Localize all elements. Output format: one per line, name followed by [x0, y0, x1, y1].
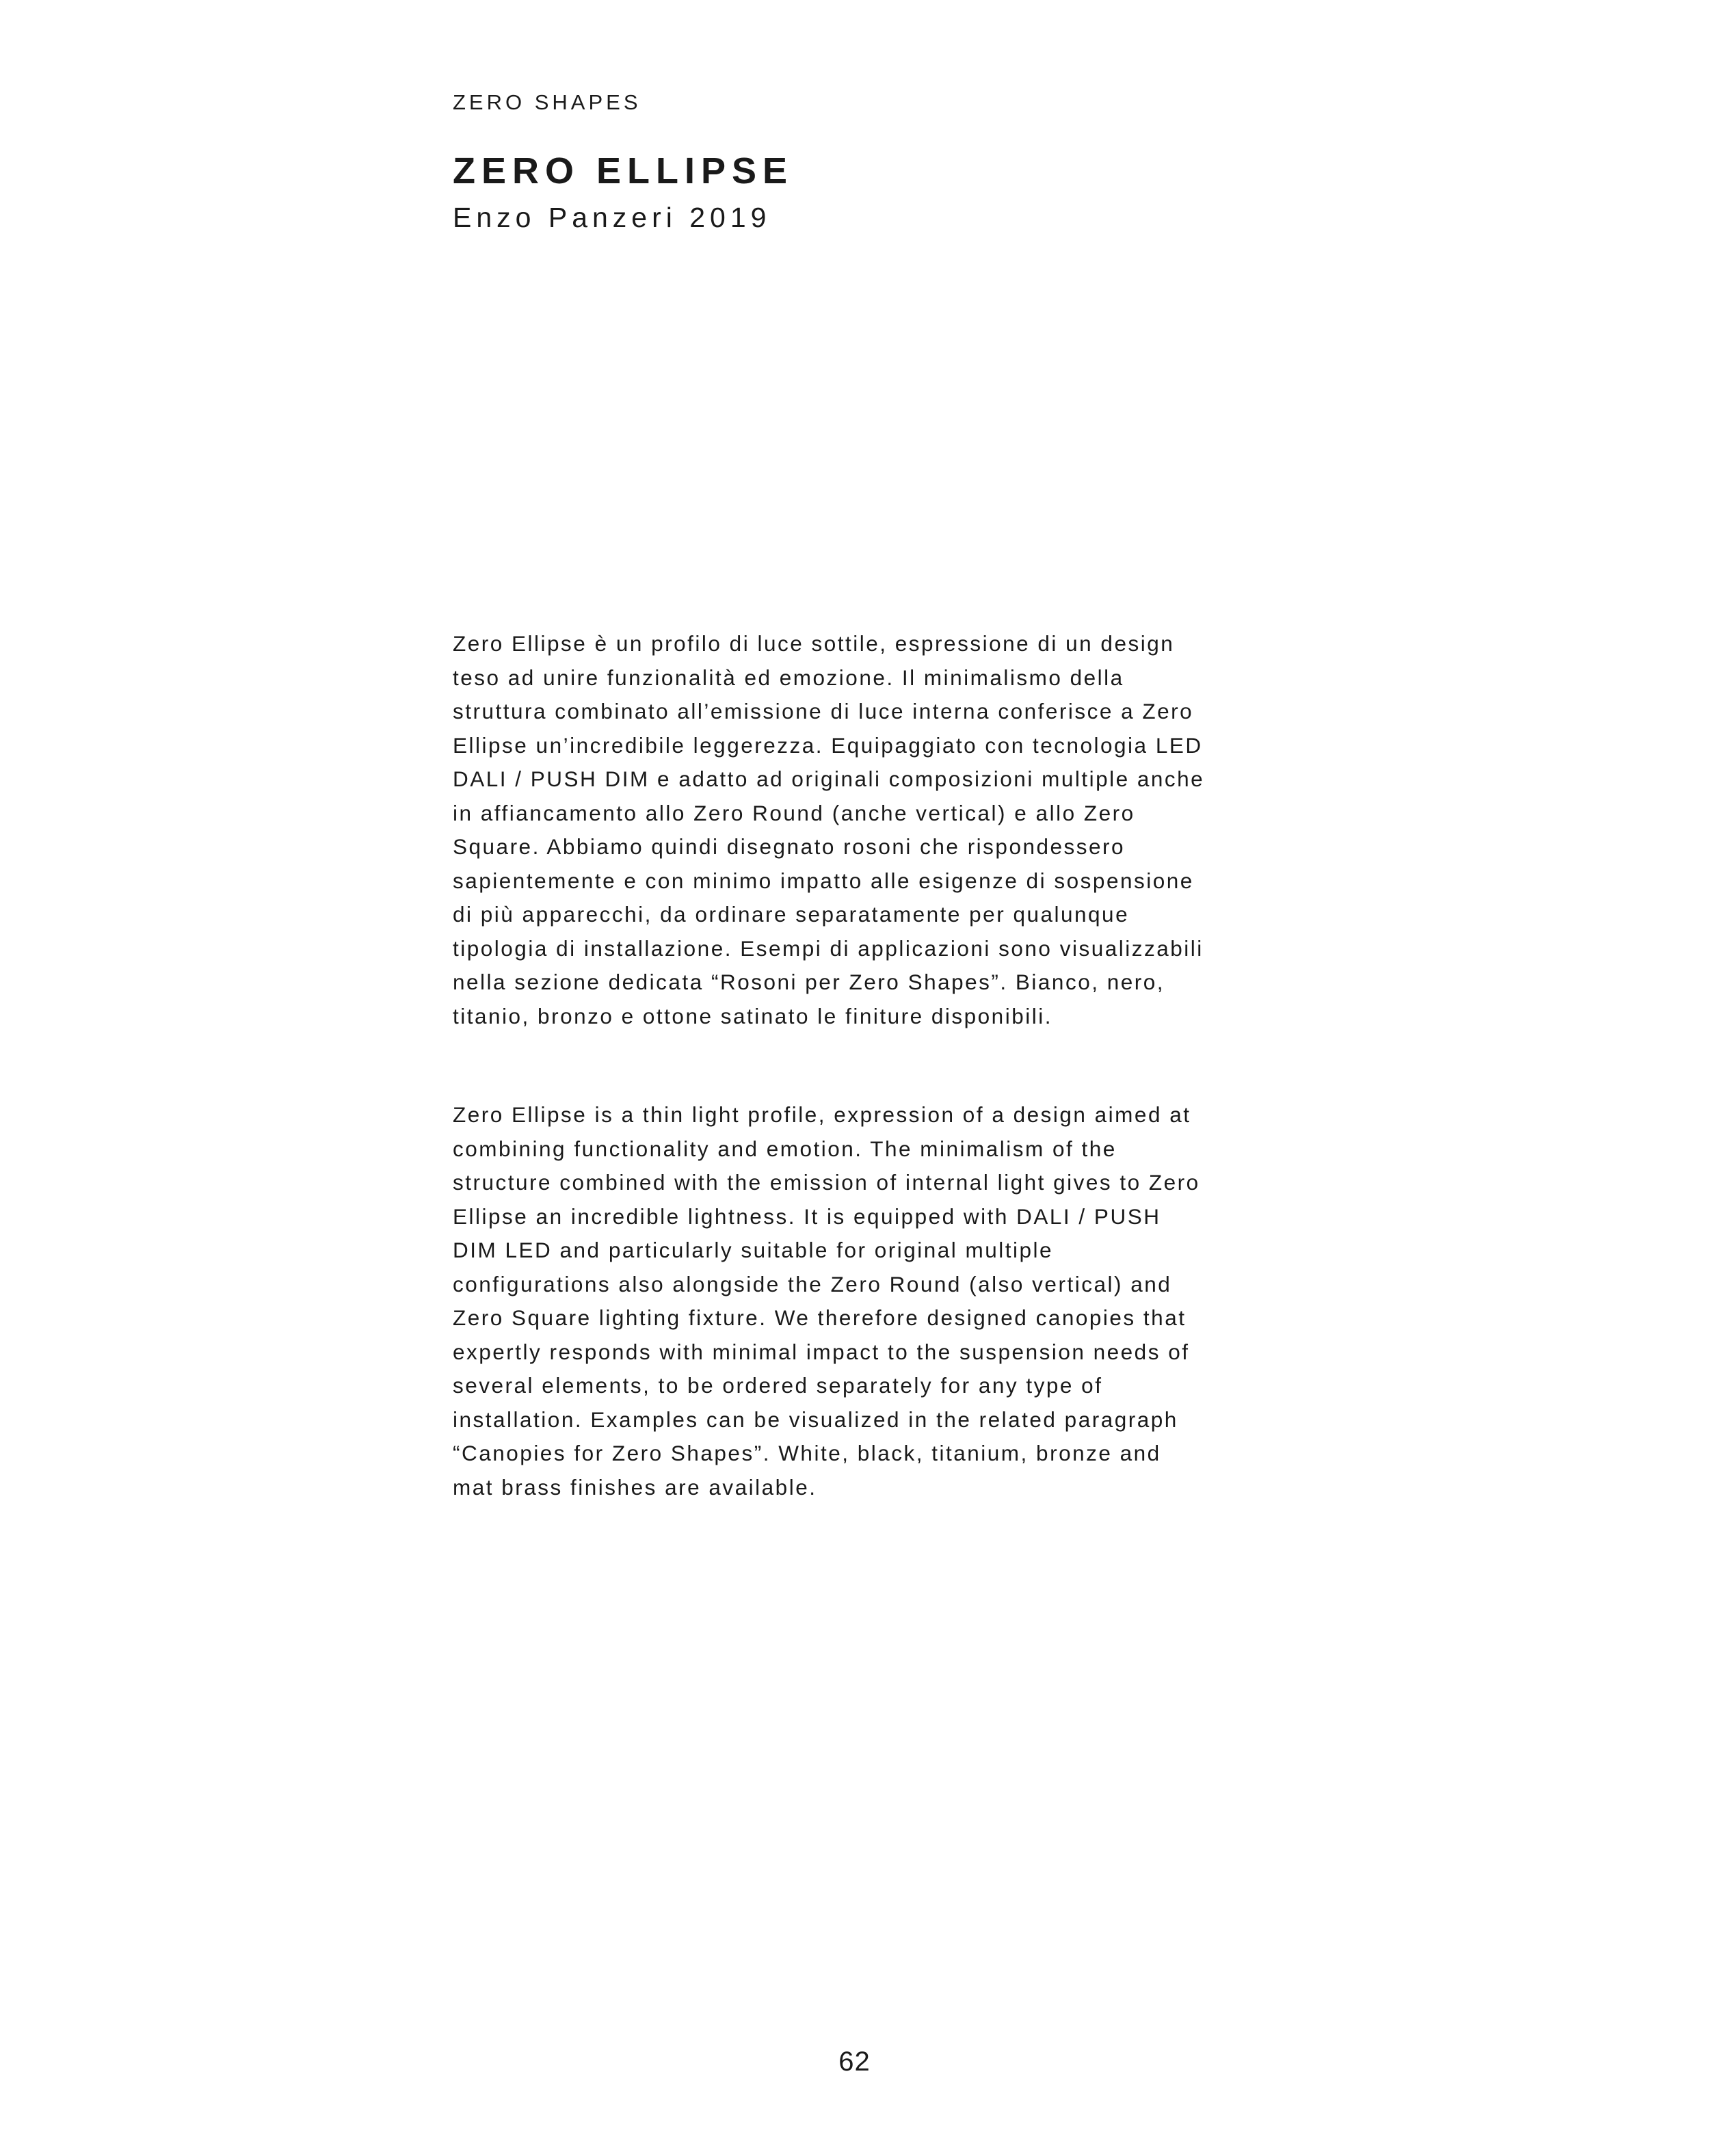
text-line: tipologia di installazione. Esempi di applicazioni sono visualizzabili [453, 935, 1204, 961]
text-line: Zero Ellipse is a thin light profile, expression of a design aimed at [453, 1102, 1191, 1127]
text-line: struttura combinato all’emissione di luce interna conferisce a Zero [453, 699, 1194, 723]
text-line: “Canopies for Zero Shapes”. White, black, titanium, bronze and [453, 1441, 1161, 1465]
text-line: teso ad unire funzionalità ed emozione. Il minimalismo della [453, 665, 1124, 690]
text-line: Ellipse un’incredibile leggerezza. Equipaggiato con tecnologia LED [453, 732, 1203, 758]
text-line: titanio, bronzo e ottone satinato le finiture disponibili. [453, 1003, 1052, 1028]
text-line: Zero Square lighting fixture. We therefore designed canopies that [453, 1305, 1187, 1330]
text-line: nella sezione dedicata “Rosoni per Zero Shapes”. Bianco, nero, [453, 970, 1165, 994]
text-line: expertly responds with minimal impact to the suspension needs of [453, 1339, 1190, 1364]
text-line: several elements, to be ordered separately for any type of [453, 1373, 1103, 1398]
description-italian [453, 627, 1260, 1033]
text-line: installation. Examples can be visualized in the related paragraph [453, 1407, 1178, 1432]
designer-credit: Enzo Panzeri 2019 [453, 202, 771, 233]
description-english [453, 1098, 1260, 1504]
text-line: DALI / PUSH DIM e adatto ad originali composizioni multiple anche [453, 767, 1205, 791]
collection-name: ZERO SHAPES [453, 90, 641, 114]
text-line: di più apparecchi, da ordinare separatamente per qualunque [453, 902, 1130, 927]
text-line: Square. Abbiamo quindi disegnato rosoni che rispondessero [453, 834, 1126, 859]
product-title: ZERO ELLIPSE [453, 150, 794, 191]
text-line: configurations also alongside the Zero Round (also vertical) and [453, 1271, 1172, 1296]
text-line: sapientemente e con minimo impatto alle esigenze di sospensione [453, 868, 1194, 893]
text-line: combining functionality and emotion. The minimalism of the [453, 1136, 1117, 1161]
text-line: Ellipse an incredible lightness. It is equipped with DALI / PUSH [453, 1203, 1161, 1229]
text-line: DIM LED and particularly suitable for original multiple [453, 1238, 1054, 1262]
text-line: in affiancamento allo Zero Round (anche vertical) e allo Zero [453, 800, 1135, 825]
text-line: structure combined with the emission of internal light gives to Zero [453, 1170, 1200, 1195]
page-number: 62 [838, 2047, 871, 2077]
text-line: Zero Ellipse è un profilo di luce sottile, espressione di un design [453, 631, 1175, 656]
text-line: mat brass finishes are available. [453, 1474, 817, 1500]
